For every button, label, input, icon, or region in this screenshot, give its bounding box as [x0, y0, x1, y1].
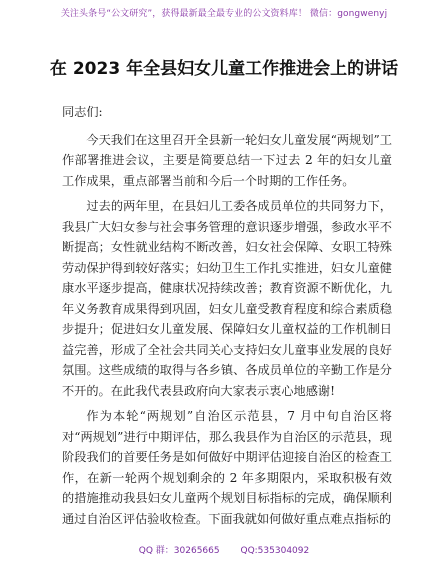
paragraph-3: 作为本轮“两规划”自治区示范县，7 月中旬自治区将对“两规划”进行中期评估，那么我县作为自治区的示范县，现阶段我们的首要任务是如何做好中期评估迎接自治区的检查工作，在新一轮两个规划剩余的 2 年多期限内，采取积极有效的措施推动我县妇女儿童两个规划目标指标的完成，确保顺利通过自治区评估验收检查。下面我就如何做好重点难点指标的	[62, 409, 392, 526]
footer-note	[0, 543, 448, 556]
paragraph-1: 今天我们在这里召开全县新一轮妇女儿童发展“两规划”工作部署推进会议，主要是简要总结一下过去 2 年的妇女儿童工作成果，重点部署当前和今后一个时期的工作任务。	[62, 132, 392, 188]
document-title: 在 2023 年全县妇女儿童工作推进会上的讲话	[49, 59, 399, 79]
paragraph-2: 过去的两年里，在县妇儿工委各成员单位的共同努力下，我县广大妇女参与社会事务管理的意识逐步增强，参政水平不断提高；女性就业结构不断改善，妇女社会保障、女职工特殊劳动保护得到较好落实；妇幼卫生工作扎实推进，妇女儿童健康水平逐步提高，健康状况持续改善；教育资源不断优化，九年义务教育成果得到巩固，妇女儿童受教育程度和综合素质稳步提升；促进妇女儿童发展、保障妇女儿童权益的工作机制日益完善，形成了全社会共同关心支持妇女儿童事业发展的良好氛围。这些成绩的取得与各乡镇、各成员单位的辛勤工作是分不开的。在此我代表县政府向大家表示衷心地感谢!	[62, 199, 392, 398]
document-body	[62, 102, 392, 534]
footer-qq-group: QQ 群：30265665	[138, 546, 220, 556]
header-note: 关注头条号“公文研究”，获得最新最全最专业的公文资料库！ 微信：gongwenyj	[60, 9, 388, 19]
footer-qq: QQ:535304092	[240, 546, 310, 556]
salutation: 同志们:	[62, 105, 103, 119]
